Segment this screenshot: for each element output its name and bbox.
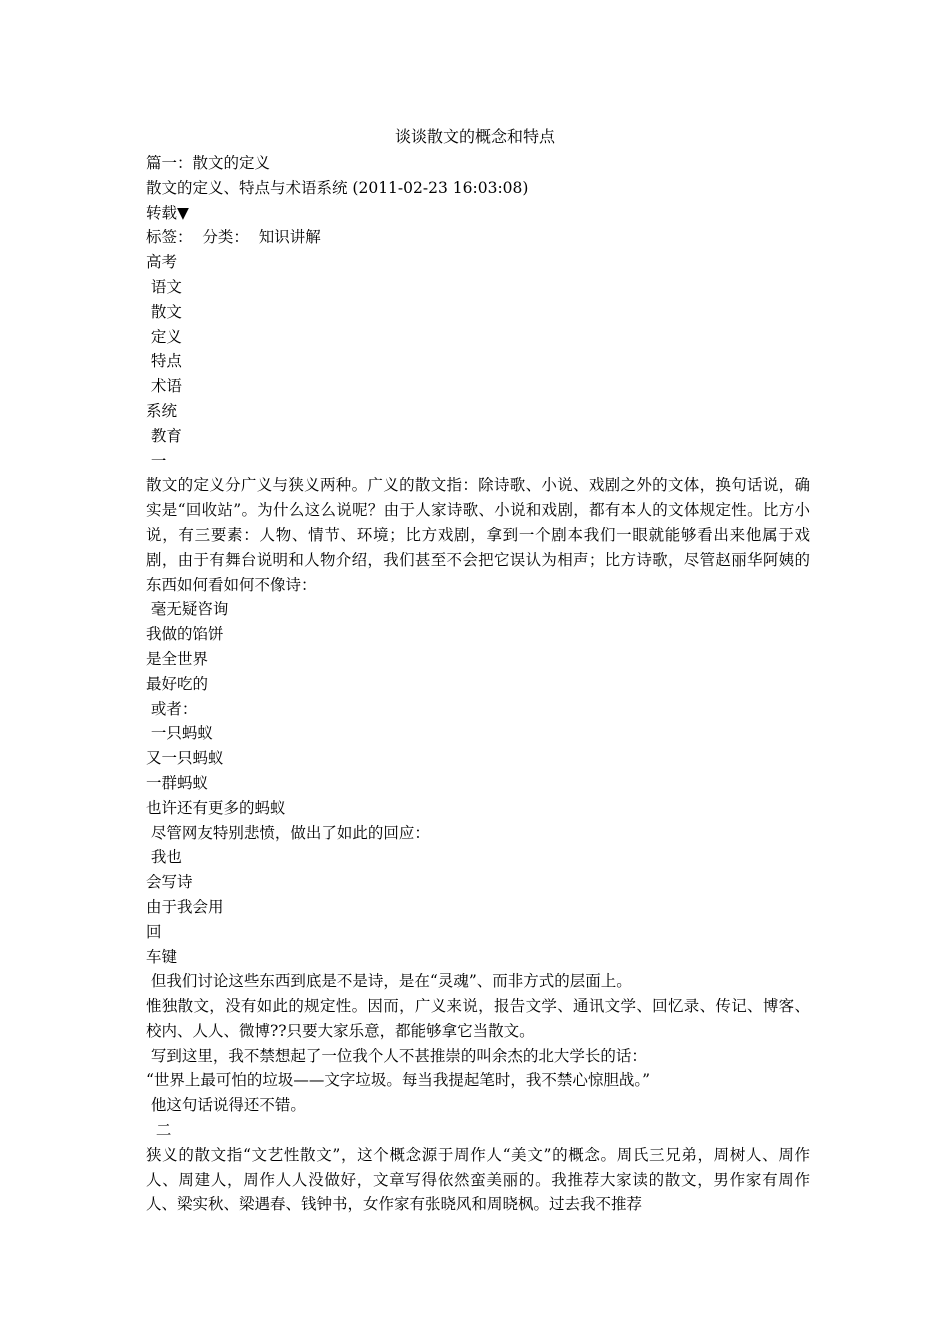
text-line: 又一只蚂蚁 <box>146 749 224 768</box>
text-line: 定义 <box>146 327 182 346</box>
text-line: 一群蚂蚁 <box>146 773 209 792</box>
text-line: “世界上最可怕的垃圾——文字垃圾。每当我提起笔时，我不禁心惊胆战。” <box>146 1071 651 1090</box>
text-line: 车键 <box>146 947 178 966</box>
text-line: 是全世界 <box>146 649 209 668</box>
text-line: 最好吃的 <box>146 674 209 693</box>
paragraph: 狭义的散文指“文艺性散文”，这个概念源于周作人“美文”的概念。周氏三兄弟，周树人、周作人、周建人，周作人人没做好，文章写得依然蛮美丽的。我推荐大家读的散文，男作家有周作人、梁实秋、梁遇春、钱钟书，女作家有张晓风和周晓枫。过去我不推荐 <box>146 1145 810 1214</box>
text-line: 我做的馅饼 <box>146 625 224 644</box>
text-line: 毫无疑咨询 <box>146 600 229 619</box>
text-line: 语文 <box>146 277 182 296</box>
text-line: 散文 <box>146 302 182 321</box>
text-line: 一只蚂蚁 <box>146 724 213 743</box>
paragraph: 散文的定义分广义与狭义两种。广义的散文指：除诗歌、小说、戏剧之外的文体，换句话说，确实是“回收站”。为什么这么说呢？由于人家诗歌、小说和戏剧，都有本人的文体规定性。比方小说，有三要素：人物、情节、环境；比方戏剧，拿到一个剧本我们一眼就能够看出来他属于戏剧，由于有舞台说明和人物介绍，我们甚至不会把它误认为相声；比方诗歌，尽管赵丽华阿姨的东西如何看如何不像诗： <box>146 476 810 594</box>
text-line: 教育 <box>146 426 182 445</box>
text-line: 也许还有更多的蚂蚁 <box>146 798 286 817</box>
text-line: 他这句话说得还不错。 <box>146 1096 306 1115</box>
text-line: 或者： <box>146 699 198 718</box>
text-line: 但我们讨论这些东西到底是不是诗，是在“灵魂”、而非方式的层面上。 <box>146 972 632 991</box>
text-line: 散文的定义、特点与术语系统 (2011-02-23 16:03:08) <box>146 178 529 197</box>
paragraph: 惟独散文，没有如此的规定性。因而，广义来说，报告文学、通讯文学、回忆录、传记、博客、校内、人人、微博??只要大家乐意，都能够拿它当散文。 <box>146 997 810 1040</box>
text-line: 二 <box>146 1121 172 1140</box>
document-title: 谈谈散文的概念和特点 <box>394 127 555 146</box>
text-line: 系统 <box>146 401 178 420</box>
text-line: 由于我会用 <box>146 897 224 916</box>
text-line: 术语 <box>146 377 182 396</box>
text-line: 特点 <box>146 352 182 371</box>
text-line: 转载▼ <box>146 203 189 222</box>
text-line: 回 <box>146 922 162 941</box>
text-line: 篇一：散文的定义 <box>146 154 271 172</box>
text-line: 一 <box>146 451 167 470</box>
text-line: 写到这里，我不禁想起了一位我个人不甚推崇的叫余杰的北大学长的话： <box>146 1046 647 1065</box>
text-line: 高考 <box>146 253 178 272</box>
text-line: 会写诗 <box>146 873 193 892</box>
text-line: 我也 <box>146 848 182 867</box>
document-body <box>146 151 810 1217</box>
text-line: 标签： 分类： 知识讲解 <box>146 228 321 247</box>
text-line: 尽管网友特别悲愤，做出了如此的回应： <box>146 823 430 842</box>
